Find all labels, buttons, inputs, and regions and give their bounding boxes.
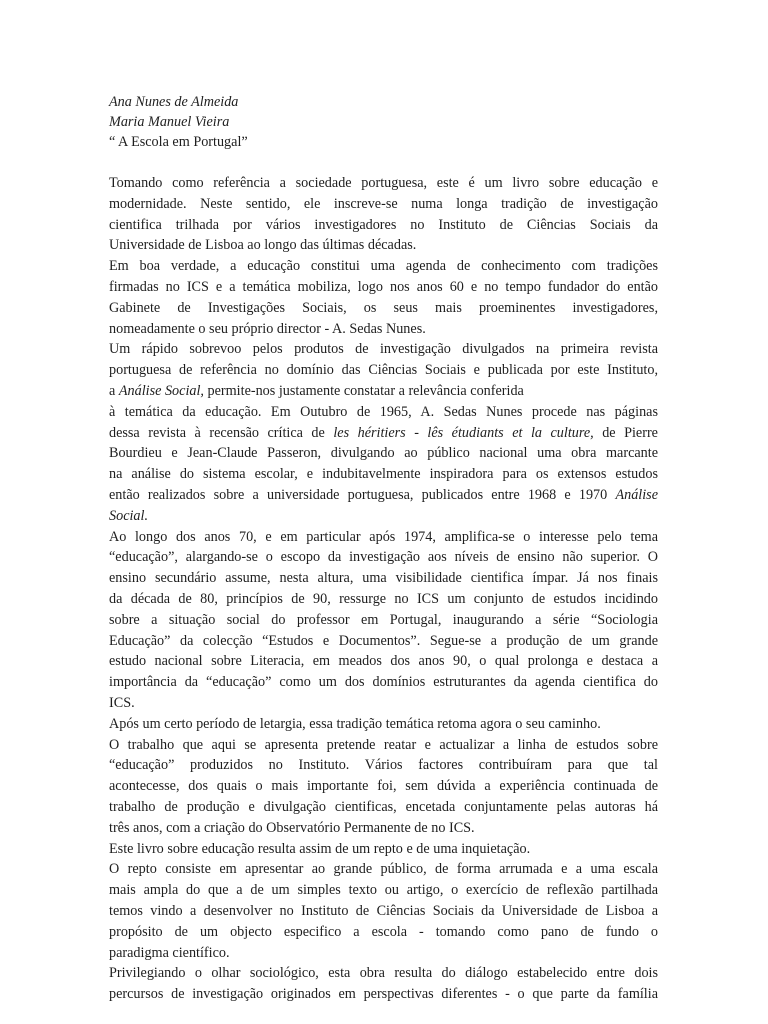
text-line: “educação” produzidos no Instituto. Vários factores contribuíram para que tal — [109, 757, 658, 774]
italic-text: les héritiers - lês étudiants et la culture, — [333, 424, 594, 441]
text-line: firmadas no ICS e a temática mobiliza, logo nos anos 60 e no tempo fundador do então — [109, 279, 658, 295]
author-name: Maria Manuel Vieira — [109, 114, 230, 130]
text-line: Gabinete de Investigações Sociais, os seus mais proeminentes investigadores, — [109, 299, 658, 316]
text-line: O trabalho que aqui se apresenta pretende reatar e actualizar a linha de estudos sobre — [109, 736, 658, 753]
text-line: Após um certo período de letargia, essa tradição temática retoma agora o seu caminho. — [109, 715, 601, 732]
text-line: O repto consiste em apresentar ao grande público, de forma arrumada e a uma escala — [109, 861, 658, 878]
text-line: Este livro sobre educação resulta assim de um repto e de uma inquietação. — [109, 840, 531, 857]
text-line: acontecesse, dos quais o mais importante foi, sem dúvida a experiência continuada de — [109, 778, 658, 795]
italic-text: Social. — [109, 507, 149, 524]
text-line: ensino secundário assume, nesta altura, uma visibilidade cientifica ímpar. Já nos finais — [109, 570, 658, 587]
text-line: paradigma científico. — [109, 944, 230, 961]
text-line: dessa revista à recensão crítica de les héritiers - lês étudiants et la culture, de Pierre — [109, 424, 658, 441]
text-line: ICS. — [109, 695, 135, 711]
text-line: Em boa verdade, a educação constitui uma agenda de conhecimento com tradições — [109, 258, 658, 275]
italic-text: Análise Social, — [118, 383, 204, 399]
text-line: Tomando como referência a sociedade portuguesa, este é um livro sobre educação e — [109, 175, 658, 191]
text-line: sobre a situação social do professor em Portugal, inaugurando a série “Sociologia — [109, 611, 658, 628]
italic-text: Análise — [615, 487, 658, 503]
text-line: mais ampla do que a de um simples texto ou artigo, o exercício de reflexão partilhada — [109, 882, 658, 899]
text-line: Um rápido sobrevoo pelos produtos de investigação divulgados na primeira revista — [109, 341, 658, 358]
text-line: então realizados sobre a universidade portuguesa, publicados entre 1968 e 1970 Análise — [109, 487, 658, 503]
text-line: cientifica trilhada por vários investigadores no Instituto de Ciências Sociais da — [109, 216, 658, 233]
text-line: trabalho de produção e divulgação cientificas, encetada conjuntamente pelas autoras há — [109, 799, 658, 815]
text-line: Privilegiando o olhar sociológico, esta obra resulta do diálogo estabelecido entre dois — [109, 965, 658, 982]
text-line: à temática da educação. Em Outubro de 1965, A. Sedas Nunes procede nas páginas — [109, 403, 658, 420]
text-line: Ao longo dos anos 70, e em particular após 1974, amplifica-se o interesse pelo tema — [109, 528, 658, 545]
text-line: percursos de investigação originados em perspectivas diferentes - o que parte da família — [109, 986, 658, 1003]
author-name: Ana Nunes de Almeida — [109, 94, 239, 110]
text-line: Universidade de Lisboa ao longo das últimas décadas. — [109, 237, 417, 254]
text-line: estudo nacional sobre Literacia, em meados dos anos 90, o qual prolonga e destaca a — [109, 653, 658, 670]
book-title: “ A Escola em Portugal” — [109, 134, 248, 150]
text-line: propósito de um objecto especifico a escola - tomando como pano de fundo o — [109, 923, 658, 940]
text-line: nomeadamente o seu próprio director - A. Sedas Nunes. — [109, 320, 426, 337]
text-line: Educação” da colecção “Estudos e Documentos”. Segue-se a produção de um grande — [109, 632, 658, 649]
text-line: modernidade. Neste sentido, ele inscreve-se numa longa tradição de investigação — [109, 195, 658, 212]
text-line: três anos, com a criação do Observatório Permanente de no ICS. — [109, 819, 475, 836]
text-line: na análise do sistema escolar, e indubitavelmente inspiradora para os extensos estudos — [109, 466, 658, 483]
text-line: Bourdieu e Jean-Claude Passeron, divulgando ao público nacional uma obra marcante — [109, 445, 658, 462]
text-line: “educação”, alargando-se o escopo da investigação aos níveis de ensino não superior. O — [109, 549, 658, 566]
text-line: da década de 80, princípios de 90, ressurge no ICS um conjunto de estudos incidindo — [109, 591, 658, 607]
text-line: temos vindo a desenvolver no Instituto de Ciências Sociais da Universidade de Lisboa a — [109, 903, 658, 919]
text-line: portuguesa de referência no domínio das Ciências Sociais e publicada por este Instituto, — [109, 362, 658, 379]
text-line — [109, 506, 658, 526]
text-line: importância da “educação” como um dos domínios estruturantes da agenda cientifica do — [109, 674, 658, 691]
text-line: a Análise Social, permite-nos justamente constatar a relevância conferida — [109, 383, 524, 399]
